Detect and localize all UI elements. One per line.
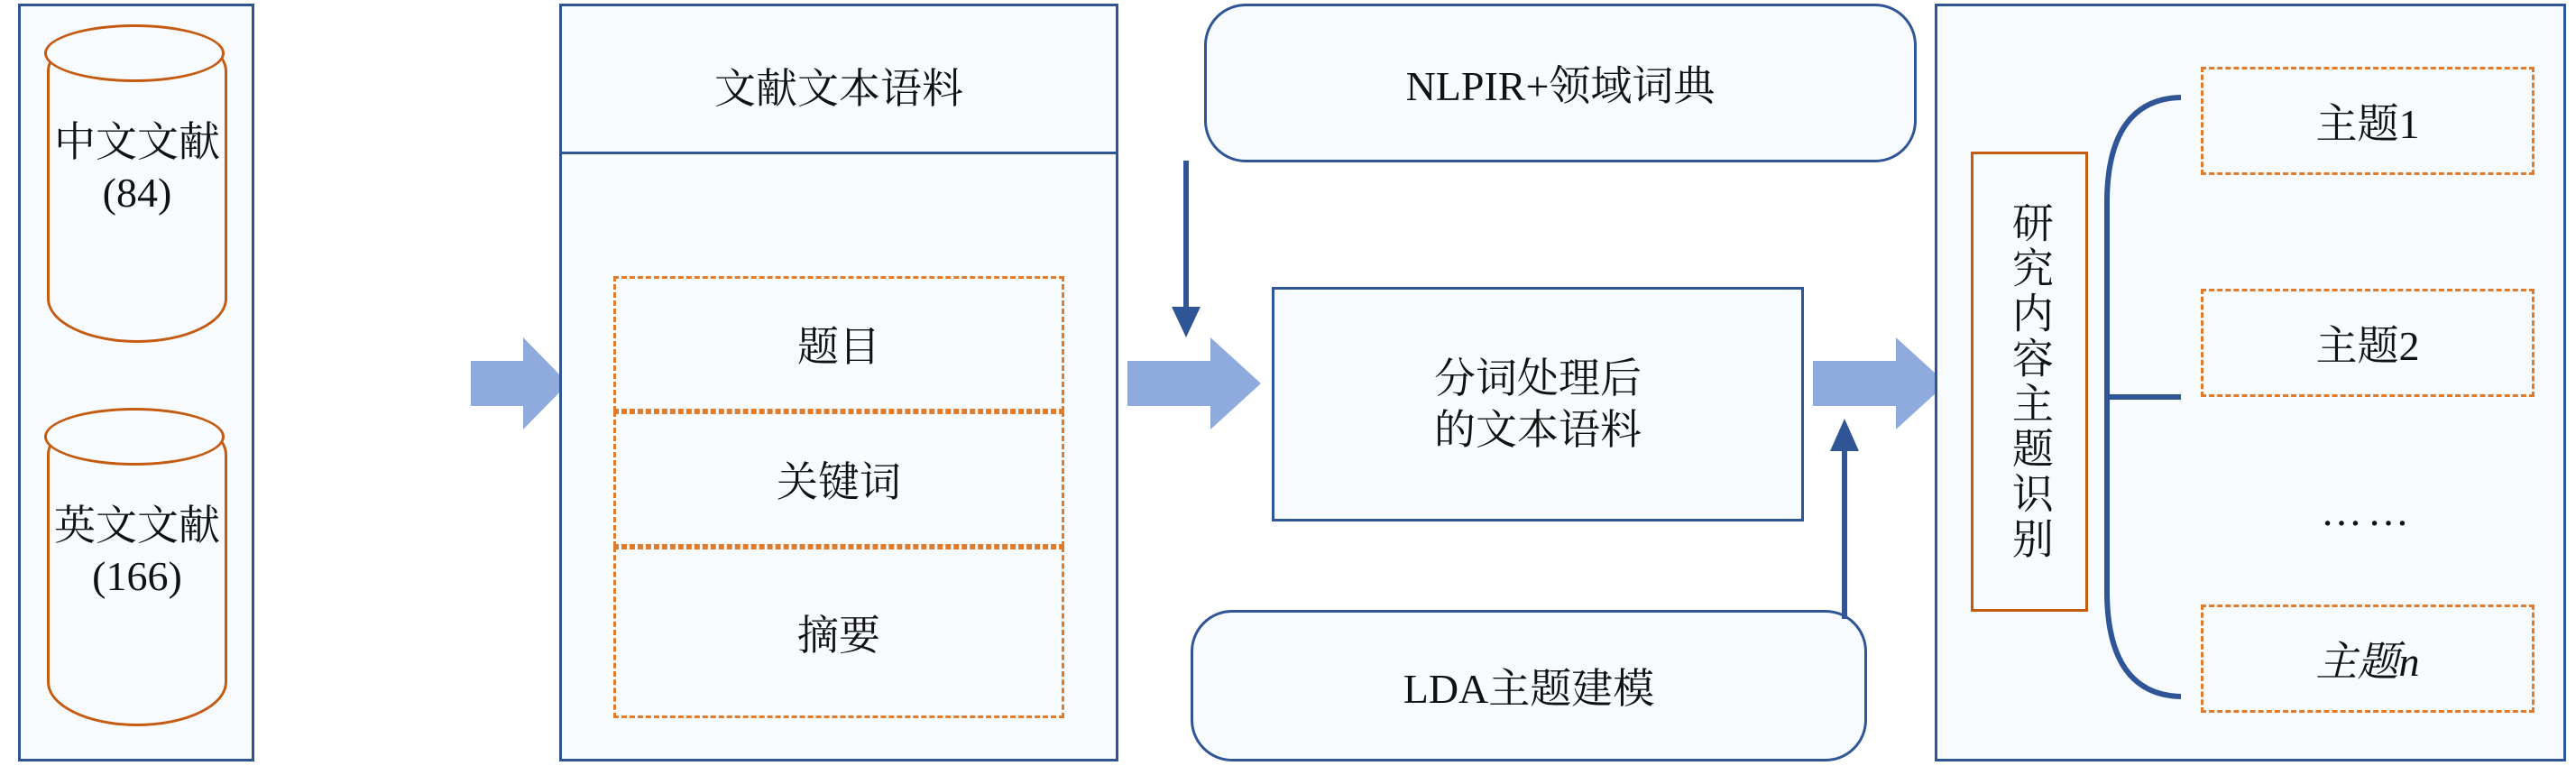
topic-bracket	[2091, 90, 2190, 704]
processed-corpus-line2: 的文本语料	[1434, 407, 1642, 453]
identification-box: 研究内容主题识别	[1971, 152, 2088, 612]
cylinder-top-english	[44, 408, 225, 466]
source-label-chinese	[47, 117, 227, 218]
topic-item-n-label: 主题n	[2315, 639, 2420, 685]
corpus-title-divider	[559, 152, 1118, 154]
topic-item-2: 主题2	[2201, 289, 2535, 397]
processed-corpus-box	[1272, 287, 1804, 521]
arrow-lda-to-processed	[1817, 413, 1872, 619]
corpus-field-title: 题目	[613, 276, 1064, 411]
corpus-field-abstract: 摘要	[613, 547, 1064, 718]
corpus-title: 文献文本语料	[714, 66, 963, 112]
source-cylinder-chinese	[47, 27, 227, 343]
topic-ellipsis: ……	[2321, 488, 2415, 534]
source-label-chinese-line2: (84)	[102, 170, 172, 217]
arrow-corpus-to-processed	[1127, 334, 1263, 433]
processed-corpus-line1: 分词处理后	[1434, 355, 1642, 401]
arrow-processed-to-identification	[1813, 334, 1948, 433]
source-cylinder-english	[47, 411, 227, 726]
arrow-nlpir-to-processed	[1159, 161, 1213, 341]
tool-box-nlpir: NLPIR+领域词典	[1204, 4, 1917, 162]
topic-item-1: 主题1	[2201, 67, 2535, 175]
corpus-field-keywords: 关键词	[613, 411, 1064, 547]
tool-box-lda: LDA主题建模	[1191, 610, 1867, 761]
source-label-english-line1: 英文文献	[54, 503, 220, 549]
cylinder-top-chinese	[44, 24, 225, 82]
source-label-english-line2: (166)	[92, 553, 182, 600]
source-label-chinese-line1: 中文文献	[54, 119, 220, 165]
arrow-sources-to-corpus	[471, 334, 570, 433]
topic-item-n	[2201, 604, 2535, 713]
source-label-english	[47, 501, 227, 602]
